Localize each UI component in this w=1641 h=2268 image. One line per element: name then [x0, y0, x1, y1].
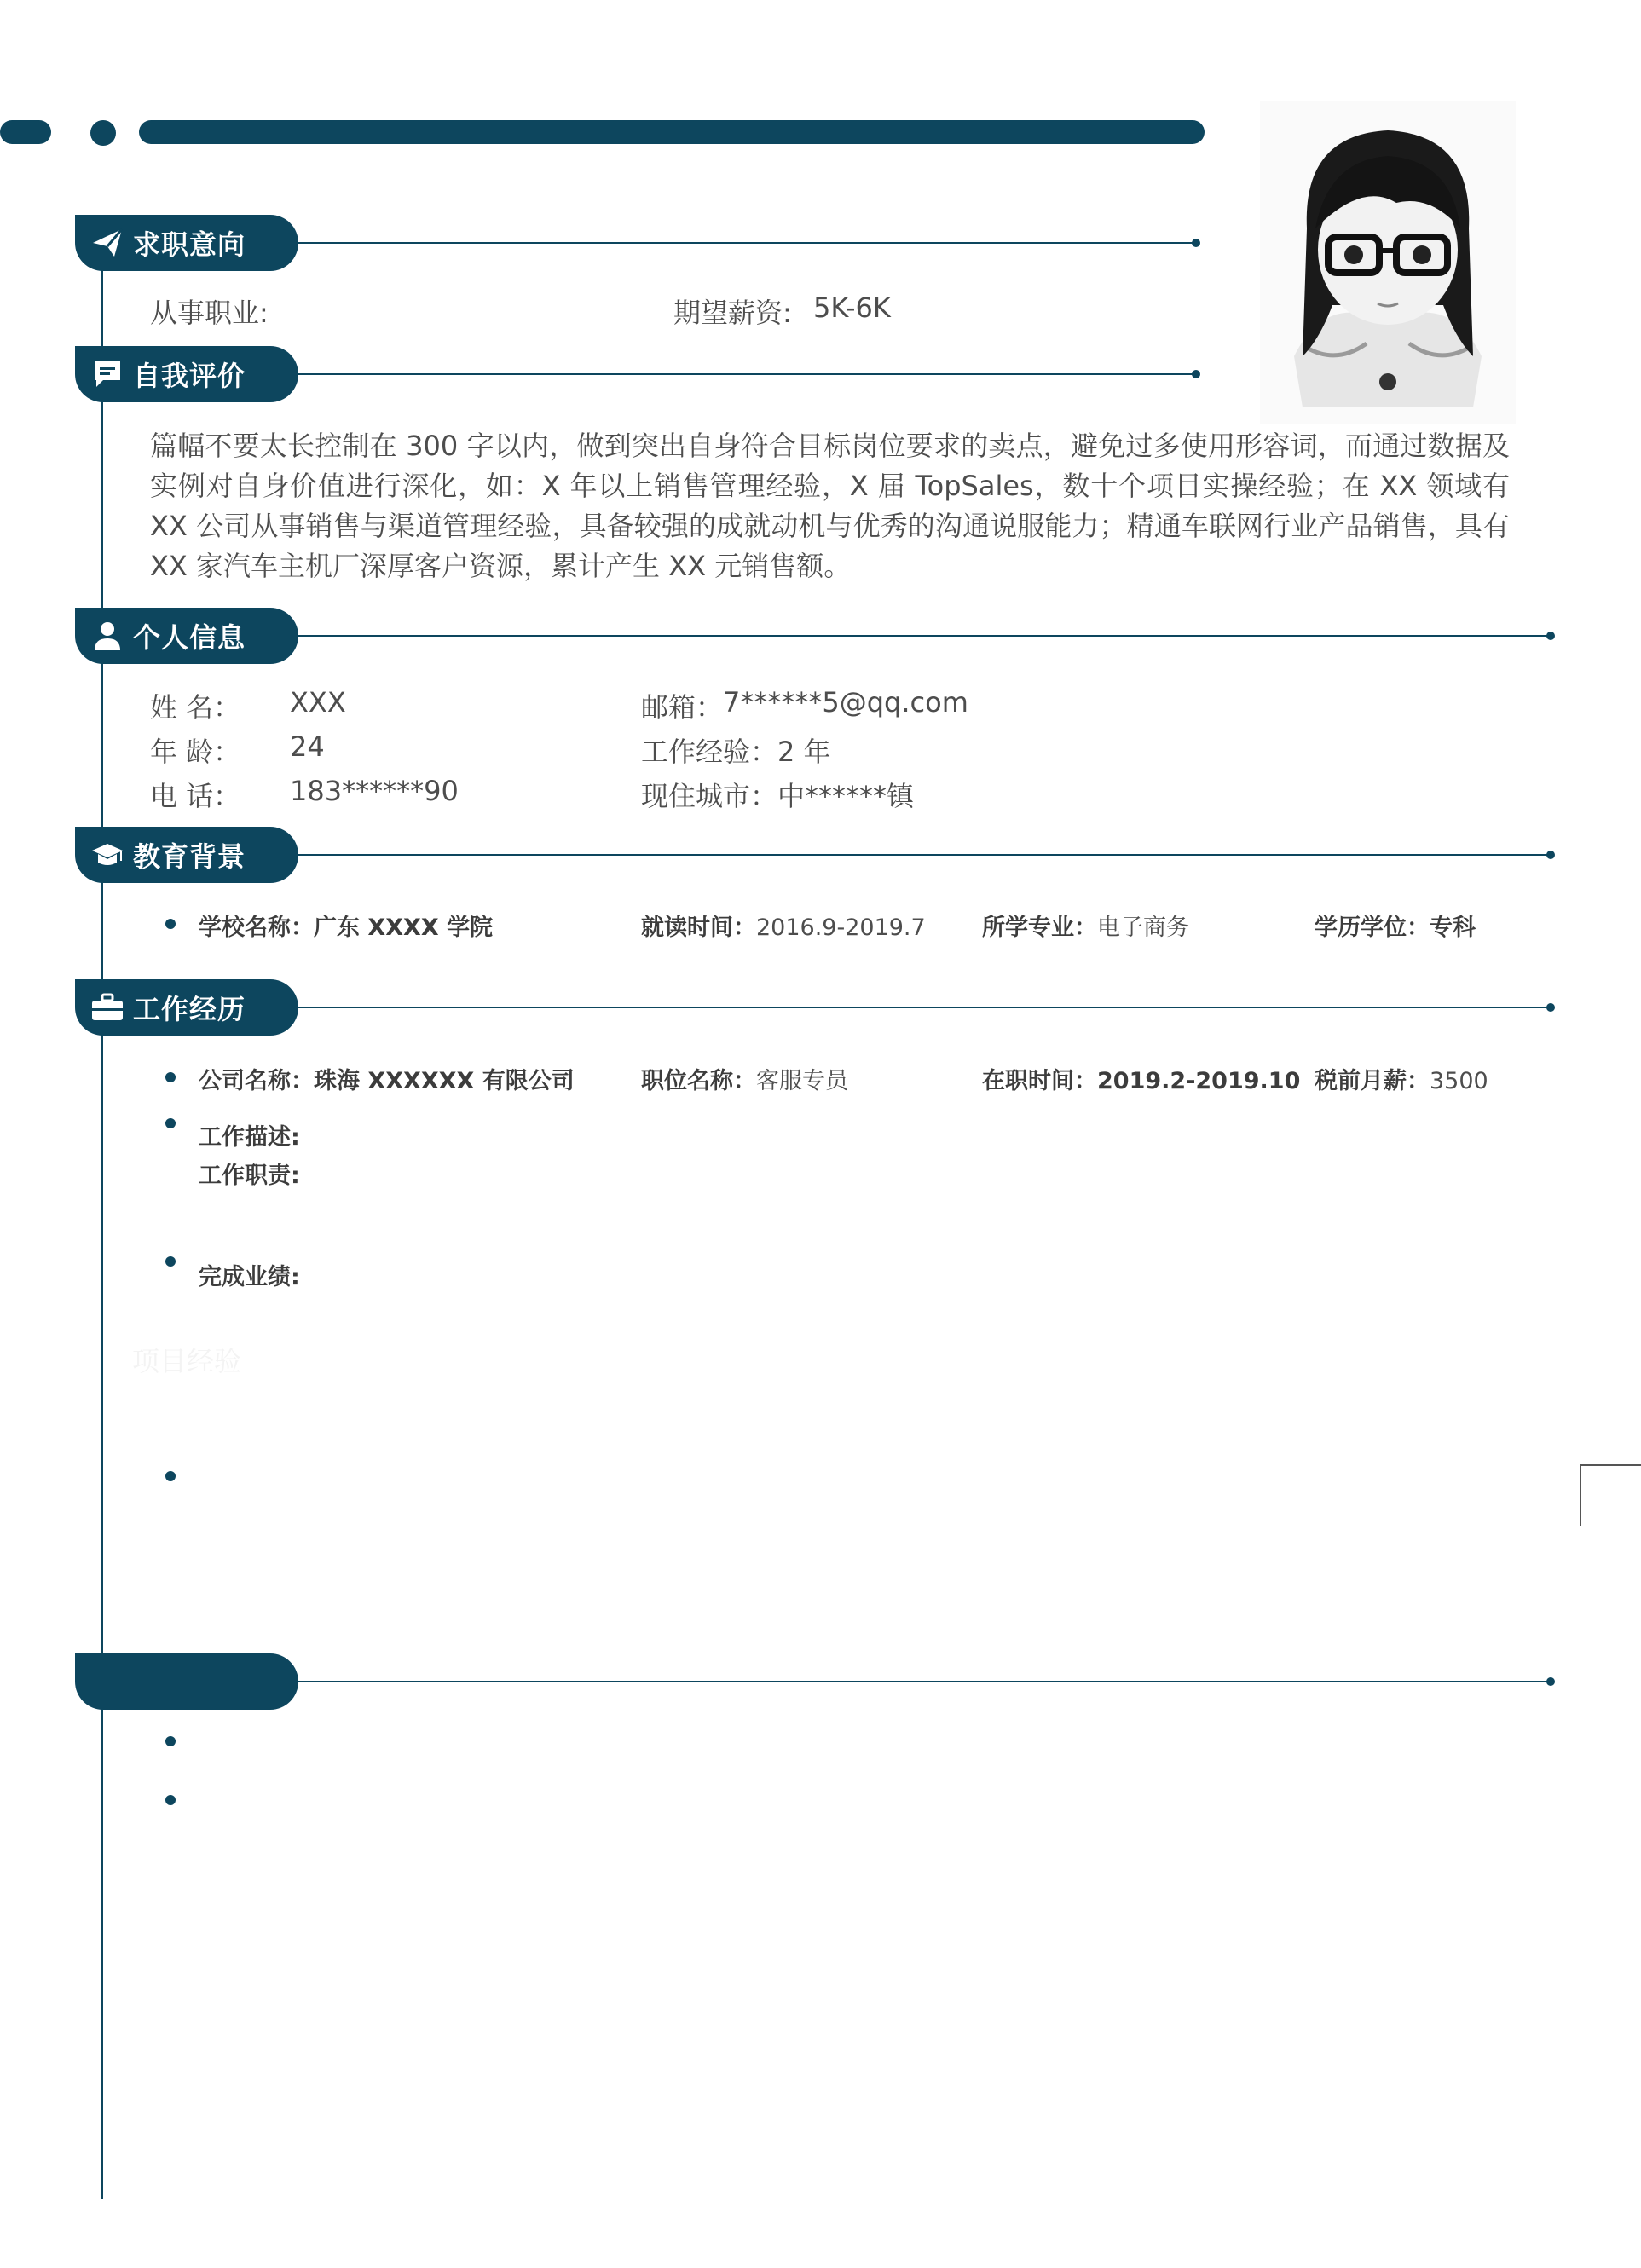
- list-bullet: [165, 1795, 176, 1805]
- project-section-title: 项目经验: [132, 1345, 242, 1377]
- timeline-line: [101, 256, 103, 2199]
- section-header-job-intent: [75, 215, 298, 271]
- section-divider-dot: [1546, 851, 1555, 859]
- email-label: 邮箱：: [641, 691, 724, 724]
- experience-label: 工作经验：: [641, 736, 778, 768]
- city-label: 现住城市：: [641, 780, 778, 812]
- section-divider-dot: [1192, 370, 1200, 378]
- experience-value: 2 年: [777, 736, 831, 768]
- education-major: 所学专业：电子商务: [982, 915, 1189, 941]
- education-degree: 学历学位：专科: [1315, 915, 1476, 941]
- header-decoration-pill: [0, 120, 51, 144]
- header-decoration-dot: [90, 120, 116, 146]
- section-header-empty: [75, 1653, 298, 1710]
- section-header-education: [75, 827, 298, 883]
- chat-bubble-icon: [89, 355, 126, 393]
- email-value: 7******5@qq.com: [723, 686, 968, 718]
- briefcase-icon: [89, 989, 126, 1026]
- section-divider: [298, 635, 1551, 637]
- name-value: XXX: [290, 686, 346, 718]
- header-decoration-bar: [139, 120, 1205, 144]
- section-title: 求职意向: [133, 228, 246, 261]
- section-header-self-eval: [75, 346, 298, 402]
- section-divider: [298, 373, 1193, 375]
- education-period: 就读时间：2016.9-2019.7: [641, 915, 926, 941]
- section-divider-dot: [1192, 239, 1200, 247]
- age-label: 年 龄：: [150, 736, 241, 768]
- section-title: 工作经历: [133, 993, 246, 1025]
- section-divider: [298, 1007, 1551, 1008]
- section-divider-dot: [1546, 1677, 1555, 1686]
- name-label: 姓 名：: [150, 691, 241, 724]
- list-bullet: [165, 1118, 176, 1128]
- self-eval-text: 篇幅不要太长控制在 300 字以内，做到突出自身符合目标岗位要求的卖点，避免过多使用形容词，而通过数据及实例对自身价值进行深化，如：X 年以上销售管理经验，X 届 TopSales，数十个项目实操经验；在 XX 领域有 XX 公司从事销售与渠道管理经验，具备较强的成就动机与优秀的沟通说服能力；精通车联网行业产品销售，具有 XX 家汽车主机厂深厚客户资源，累计产生 XX 元销售额。: [150, 430, 1510, 582]
- list-bullet: [165, 1256, 176, 1267]
- work-period: 在职时间：2019.2-2019.10: [982, 1068, 1301, 1094]
- salary-value: 5K-6K: [813, 291, 891, 324]
- work-duty-label: 工作职责:: [199, 1163, 300, 1189]
- age-value: 24: [290, 730, 325, 763]
- section-divider-dot: [1546, 632, 1555, 640]
- list-bullet: [165, 1736, 176, 1746]
- user-icon: [89, 617, 126, 655]
- phone-value: 183******90: [290, 775, 459, 807]
- list-bullet: [165, 1471, 176, 1481]
- occupation-label: 从事职业:: [150, 297, 269, 329]
- section-header-personal: [75, 608, 298, 664]
- section-title: 自我评价: [133, 360, 246, 392]
- section-divider: [298, 242, 1193, 244]
- work-result-label: 完成业绩:: [199, 1264, 300, 1290]
- section-title: 教育背景: [133, 840, 246, 873]
- section-divider: [298, 854, 1551, 856]
- list-bullet: [165, 1072, 176, 1082]
- paper-plane-icon: [89, 224, 126, 262]
- work-position: 职位名称：客服专员: [641, 1068, 848, 1094]
- work-salary: 税前月薪：3500: [1315, 1068, 1488, 1094]
- avatar-illustration: [1260, 101, 1516, 424]
- work-description-label: 工作描述:: [199, 1124, 300, 1151]
- section-title: 个人信息: [133, 621, 246, 654]
- graduation-cap-icon: [89, 836, 126, 874]
- city-value: 中******镇: [777, 780, 915, 812]
- section-divider-dot: [1546, 1003, 1555, 1012]
- list-bullet: [165, 919, 176, 929]
- corner-mark: [1580, 1464, 1641, 1526]
- section-divider: [298, 1681, 1551, 1682]
- avatar: [1260, 101, 1516, 424]
- section-header-work: [75, 979, 298, 1036]
- work-company: 公司名称：珠海 XXXXXX 有限公司: [199, 1068, 575, 1094]
- phone-label: 电 话：: [150, 780, 241, 812]
- education-school: 学校名称：广东 XXXX 学院: [199, 915, 494, 941]
- salary-label: 期望薪资:: [673, 297, 792, 329]
